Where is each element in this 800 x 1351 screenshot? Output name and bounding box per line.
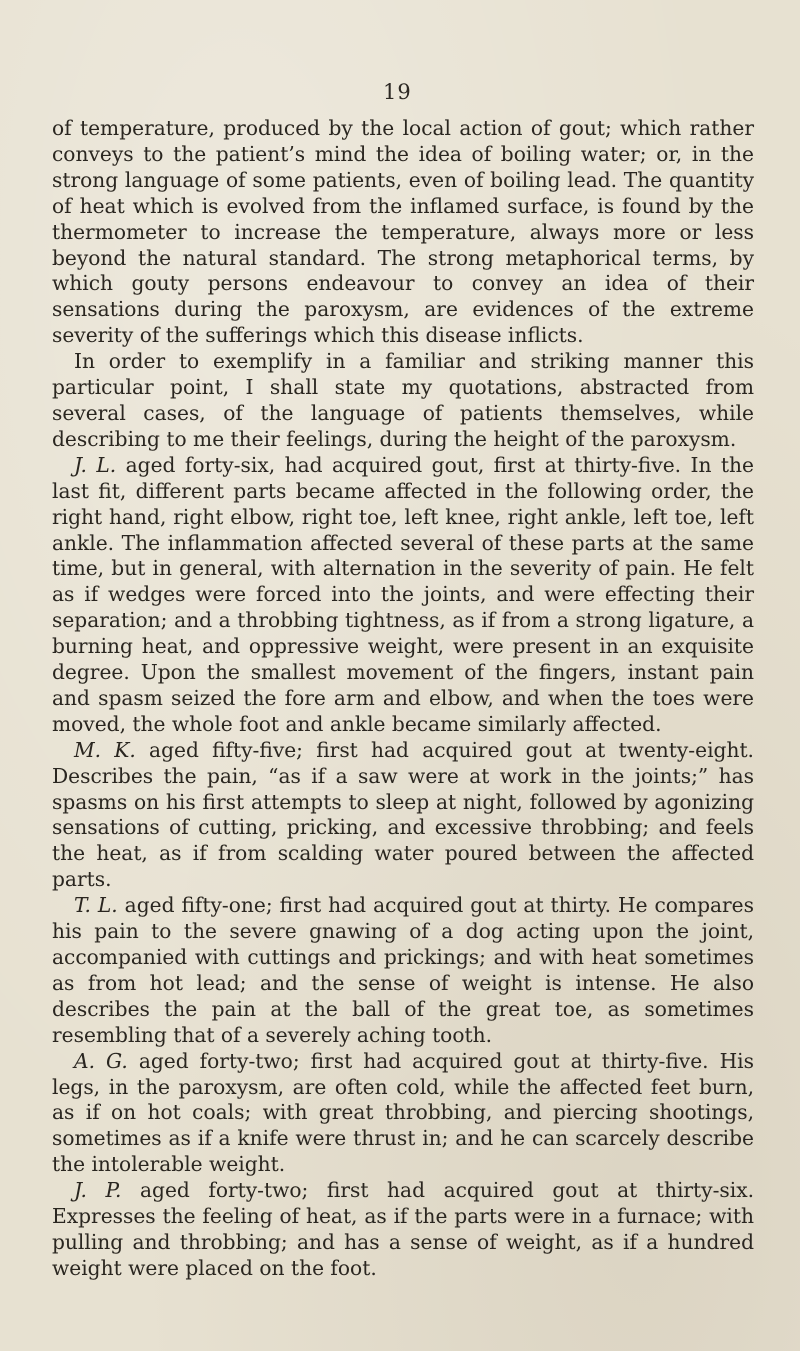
case-ag [52,1049,754,1179]
page-number: 19 [383,80,412,104]
case-initials: T. L. [74,893,118,918]
case-initials: M. K. [74,737,136,762]
paragraph-text: In order to exemplify in a familiar and striking manner this particular point, I shall state my quotations, abstracted from several cases, of the language of patients themselves, while describing to me their feelings, during the height of the paroxysm. [52,349,754,451]
case-initials: J. P. [74,1178,122,1203]
case-text: aged fifty-one; first had acquired gout at thirty. He compares his pain to the severe gnawing of a dog acting upon the joint, accompanied with cuttings and prickings; and with heat sometimes as from hot lead; and the sense of weight is intense. He also describes the pain at the ball of the great toe, as sometimes resembling that of a severely aching tooth. [52,893,754,1047]
case-jp [52,1178,754,1282]
case-text: aged forty-six, had acquired gout, first at thirty-five. In the last fit, different parts became affected in the following order, the right hand, right elbow, right toe, left knee, right ankle, left toe, left ankle. The inflammation affected several of these parts at the same time, but in general, with alternation in the severity of pain. He felt as if wedges were forced into the joints, and were effecting their separation; and a throbbing tightness, as if from a strong ligature, a burning heat, and oppressive weight, were present in an exquisite degree. Upon the smallest movement of the fingers, instant pain and spasm seized the fore arm and elbow, and when the toes were moved, the whole foot and ankle became similarly affected. [52,452,754,736]
paragraph-temperature [52,116,754,349]
case-text: aged forty-two; first had acquired gout at thirty-six. Expresses the feeling of heat, as if the parts were in a furnace; with pulling and throbbing; and has a sense of weight, as if a hundred weight were placed on the foot. [52,1178,755,1280]
case-mk [52,738,754,893]
case-text: aged forty-two; first had acquired gout at thirty-five. His legs, in the paroxysm, are often cold, while the affected feet burn, as if on hot coals; with great throbbing, and piercing shootings, sometimes as if a knife were thrust in; and he can scarcely describe the intolerable weight. [52,1048,754,1177]
paragraph-text: of temperature, produced by the local action of gout; which rather conveys to the patient’s mind the idea of boiling water; or, in the strong language of some patients, even of boiling lead. The quantity of heat which is evolved from the inflamed surface, is found by the thermometer to increase the temperature, always more or less beyond the natural standard. The strong metaphorical terms, by which gouty persons endeavour to convey an idea of their sensations during the paroxysm, are evidences of the extreme severity of the sufferings which this disease inflicts. [52,116,754,348]
body-text [52,116,754,1282]
case-text: aged fifty-five; first had acquired gout at twenty-eight. Describes the pain, “as if a saw were at work in the joints;” has spasms on his first attempts to sleep at night, followed by agonizing sensations of cutting, pricking, and excessive throbbing; and feels the heat, as if from scalding water poured between the affected parts. [52,737,754,892]
case-initials: J. L. [74,452,117,477]
case-initials: A. G. [74,1048,128,1073]
case-jl [52,453,754,738]
case-tl [52,893,754,1048]
paragraph-introduction [52,349,754,453]
